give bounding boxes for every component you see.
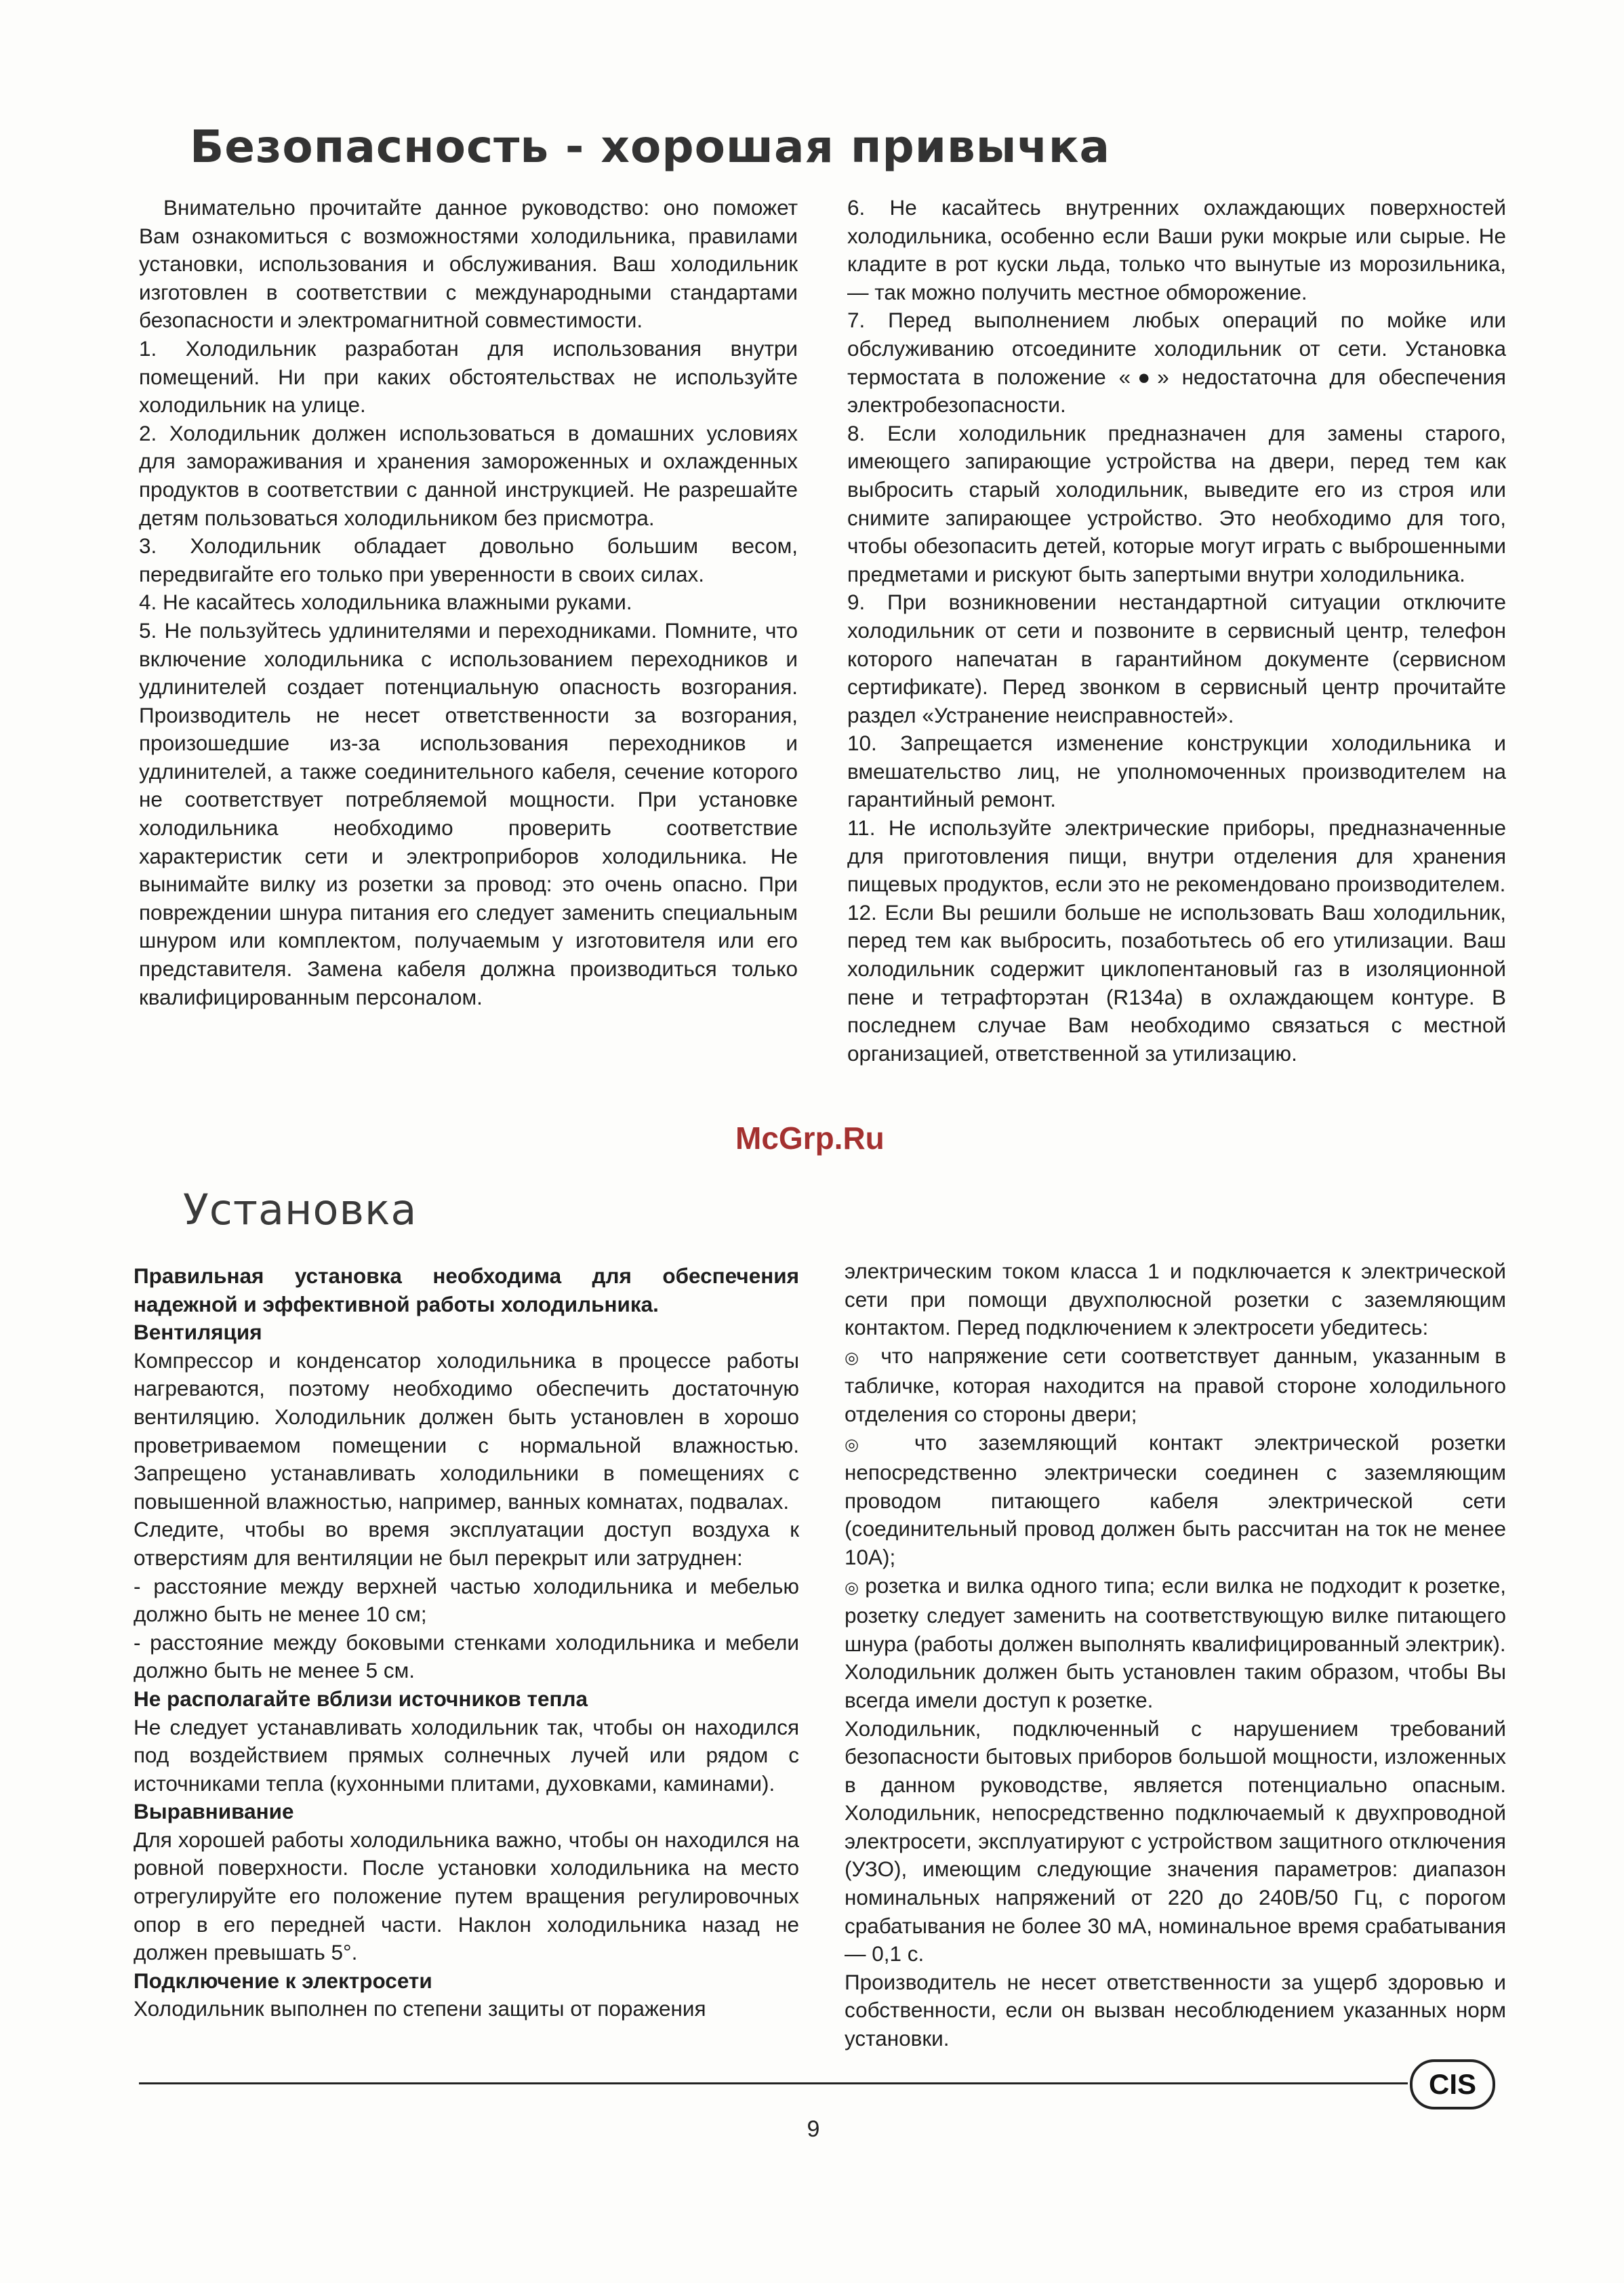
heat-sources-paragraph: Не следует устанавливать холодильник так, чтобы он находился под воздействием прямых солнечных лучей или рядом с источниками тепла (кухонными плитами, духовками, каминами).: [134, 1714, 799, 1796]
safety-left-column: [139, 194, 798, 1011]
install-left-column: [134, 1262, 799, 2023]
check-voltage-bullet: ◎ что напряжение сети соответствует данным, указанным в табличке, которая находится на правой стороне холодильного отделения со стороны двери;: [845, 1342, 1506, 1429]
power-connection-paragraph: Холодильник выполнен по степени защиты от поражения: [134, 1996, 706, 2021]
safety-right-column: [847, 194, 1506, 1068]
safety-item-4: 4. Не касайтесь холодильника влажными руками.: [139, 590, 632, 615]
ventilation-distance-top: - расстояние между верхней частью холодильника и мебелью должно быть не менее 10 см;: [134, 1573, 799, 1627]
ventilation-distance-side: - расстояние между боковыми стенками холодильника и мебели должно быть не менее 5 см.: [134, 1630, 799, 1683]
site-watermark: McGrp.Ru: [735, 1120, 885, 1156]
cis-badge: [1410, 2059, 1495, 2109]
safety-item-5: 5. Не пользуйтесь удлинителями и переходниками. Помните, что включение холодильника с использованием переходников и удлинителей создает потенциальную опасность возгорания. Производитель не несет ответственности за возгорания, произошедшие из-за использования переходников и удлинителей, а также соединительного кабеля, сечение которого не соответствует потребляемой мощности. При установке холодильника необходимо проверить соответствие характеристик сети и электроприборов холодильника. Не вынимайте вилку из розетки за провод: это очень опасно. При повреждении шнура питания его следует заменить специальным шнуром или комплектом, получаемым у изготовителя или его представителя. Замена кабеля должна производиться только квалифицированным персоналом.: [139, 618, 798, 1009]
check-plug-bullet: ◎ розетка и вилка одного типа; если вилка не подходит к розетке, розетку следует заменить на соответствующую вилке питающего шнура (работы должен выполнять квалифицированный электрик).: [845, 1572, 1506, 1659]
liability-paragraph: Производитель не несет ответственности за ущерб здоровью и собственности, если он вызван несоблюдением указанных норм установки.: [845, 1969, 1506, 2051]
ventilation-heading: Вентиляция: [134, 1320, 262, 1345]
cis-badge-label: CIS: [1428, 2068, 1476, 2100]
safety-item-10: 10. Запрещается изменение конструкции холодильника и вмешательство лиц, не уполномоченных производителем на гарантийный ремонт.: [847, 731, 1506, 812]
safety-item-1: 1. Холодильник разработан для использования внутри помещений. Ни при каких обстоятельствах не используйте холодильник на улице.: [139, 336, 798, 418]
safety-item-3: 3. Холодильник обладает довольно большим весом, передвигайте его только при уверенности в своих силах.: [139, 533, 798, 586]
safety-item-6: 6. Не касайтесь внутренних охлаждающих поверхностей холодильника, особенно если Ваши руки мокрые или сырые. Не кладите в рот куски льда, только что вынутые из морозильника, — так можно получить местное обморожение.: [847, 195, 1506, 304]
safety-item-7: 7. Перед выполнением любых операций по мойке или обслуживанию отсоедините холодильник от сети. Установка термостата в положение «●» недостаточна для обеспечения электробезопасности.: [847, 308, 1506, 418]
leveling-paragraph: Для хорошей работы холодильника важно, чтобы он находился на ровной поверхности. После установки холодильника на место отрегулируйте его положение путем вращения регулировочных опор в его передней части. Наклон холодильника назад не должен превышать 5°.: [134, 1827, 799, 1965]
safety-rcd-paragraph: Холодильник, подключенный с нарушением требований безопасности бытовых приборов большой мощности, изложенных в данном руководстве, является потенциально опасным. Холодильник, непосредственно подключаемый к двухпроводной электросети, эксплуатируют с устройством защитного отключения (УЗО), имеющим следующие значения параметров: диапазон номинальных напряжений от 220 до 240В/50 Гц, с порогом срабатывания не более 30 мА, номинальное время срабатывания — 0,1 с.: [845, 1716, 1506, 1966]
install-heading: Установка: [183, 1185, 418, 1234]
power-continued-paragraph: электрическим током класса 1 и подключается к электрической сети при помощи двухполюсной розетки с заземляющим контактом. Перед подключением к электросети убедитесь:: [845, 1259, 1506, 1340]
leveling-heading: Выравнивание: [134, 1799, 294, 1824]
check-ground-bullet: ◎ что заземляющий контакт электрической розетки непосредственно электрически соединен с заземляющим проводом питающего кабеля электрической сети (соединительный провод должен быть рассчитан на ток не менее 10А);: [845, 1429, 1506, 1572]
heat-sources-heading: Не располагайте вблизи источников тепла: [134, 1686, 588, 1711]
install-right-column: [845, 1257, 1506, 2053]
safety-item-2: 2. Холодильник должен использоваться в домашних условиях для замораживания и хранения замороженных и охлажденных продуктов в соответствии с данной инструкцией. Не разрешайте детям пользоваться холодильником без присмотра.: [139, 420, 798, 530]
safety-item-8: 8. Если холодильник предназначен для замены старого, имеющего запирающие устройства на двери, перед тем как выбросить старый холодильник, выведите его из строя или снимите запирающее устройство. Это необходимо для того, чтобы обезопасить детей, которые могут играть с выброшенными предметами и рискуют быть запертыми внутри холодильника.: [847, 420, 1506, 586]
power-connection-heading: Подключение к электросети: [134, 1968, 432, 1993]
safety-item-12: 12. Если Вы решили больше не использовать Ваш холодильник, перед тем как выбросить, позаботьтесь об его утилизации. Ваш холодильник содержит циклопентановый газ в изоляционной пене и тетрафторэтан (R134a) в охлаждающем контуре. В последнем случае Вам необходимо связаться с местной организацией, ответственной за утилизацию.: [847, 900, 1506, 1066]
safety-item-9: 9. При возникновении нестандартной ситуации отключите холодильник от сети и позвоните в сервисный центр, телефон которого напечатан в гарантийном документе (сервисном сертификате). Перед звонком в сервисный центр прочитайте раздел «Устранение неисправностей».: [847, 590, 1506, 727]
footer-rule: [139, 2082, 1408, 2084]
safety-intro: Внимательно прочитайте данное руководство: оно поможет Вам ознакомиться с возможностями холодильника, правилами установки, использования и обслуживания. Ваш холодильник изготовлен в соответствии с международными стандартами безопасности и электромагнитной совместимости.: [139, 195, 798, 333]
socket-access-paragraph: Холодильник должен быть установлен таким образом, чтобы Вы всегда имели доступ к розетке.: [845, 1659, 1506, 1712]
page-number: 9: [807, 2116, 820, 2142]
safety-item-11: 11. Не используйте электрические приборы, предназначенные для приготовления пищи, внутри отделения для хранения пищевых продуктов, если это не рекомендовано производителем.: [847, 815, 1506, 897]
ventilation-paragraph-2: Следите, чтобы во время эксплуатации доступ воздуха к отверстиям для вентиляции не был перекрыт или затруднен:: [134, 1517, 799, 1570]
install-lead: Правильная установка необходима для обеспечения надежной и эффективной работы холодильника.: [134, 1264, 799, 1316]
safety-heading: Безопасность - хорошая привычка: [190, 121, 1111, 173]
ventilation-paragraph-1: Компрессор и конденсатор холодильника в процессе работы нагреваются, поэтому необходимо обеспечить достаточную вентиляцию. Холодильник должен быть установлен в хорошо проветриваемом помещении с нормальной влажностью. Запрещено устанавливать холодильники в помещениях с повышенной влажностью, например, ванных комнатах, подвалах.: [134, 1348, 799, 1514]
